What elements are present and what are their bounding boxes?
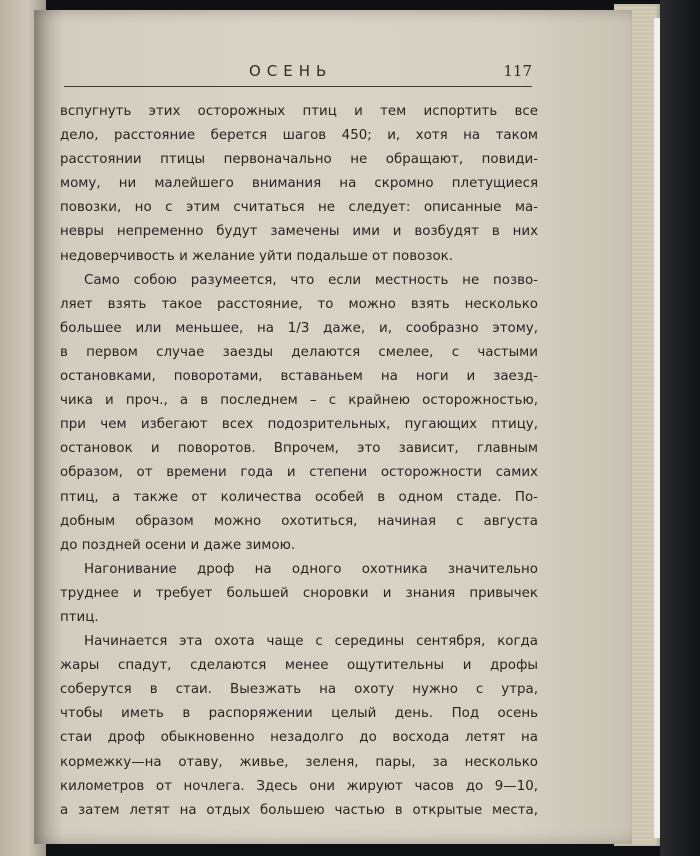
text-line: ляет взять такое расстояние, то можно взять несколько xyxy=(60,296,538,312)
text-line: жары спадут, сделаются менее ощутительны и дрофы xyxy=(60,658,538,674)
text-line: большее или меньшее, на 1/3 даже, и, сообразно этому, xyxy=(60,320,538,336)
text-line: соберутся в стаи. Выезжать на охоту нужно с утра, xyxy=(60,682,538,698)
page-number: 117 xyxy=(503,62,532,80)
text-line: Нагонивание дроф на одного охотника значительно xyxy=(84,561,538,577)
text-line: труднее и требует большей сноровки и знания привычек xyxy=(60,585,538,601)
text-line: до поздней осени и даже зимою. xyxy=(60,537,296,553)
running-title: ОСЕНЬ xyxy=(249,62,333,80)
text-line: в первом случае заезды делаются смелее, с частыми xyxy=(60,344,538,360)
text-line: расстоянии птицы первоначально не обращают, повиди- xyxy=(60,152,538,168)
page-header xyxy=(64,62,532,87)
text-line: недоверчивость и желание уйти подальше от повозок. xyxy=(60,248,453,264)
text-line: добным образом можно охотиться, начиная с августа xyxy=(60,513,538,529)
text-line: птиц. xyxy=(60,609,99,625)
text-line: при чем избегают всех подозрительных, пугающих птицу, xyxy=(60,417,538,433)
text-line: чика и проч., а в последнем – с крайнею осторожностью, xyxy=(60,393,538,409)
body-text xyxy=(60,100,538,823)
text-line: Само собою разумеется, что если местность не позво- xyxy=(84,272,538,288)
text-line: чтобы иметь в распоряжении целый день. Под осень xyxy=(60,706,538,722)
text-line: остановками, поворотами, вставаньем на ноги и заезд- xyxy=(60,369,538,385)
text-line: птиц, а также от количества особей в одном стаде. По- xyxy=(60,489,538,505)
text-line: невры непременно будут замечены ими и возбудят в них xyxy=(60,224,538,240)
text-line: повозки, но с этим считаться не следует: описанные ма- xyxy=(60,200,538,216)
text-line: образом, от времени года и степени осторожности самих xyxy=(60,465,538,481)
text-line: стаи дроф обыкновенно незадолго до восхода летят на xyxy=(60,730,538,746)
text-line: остановок и поворотов. Впрочем, это зависит, главным xyxy=(60,441,538,457)
book-cover-edge xyxy=(660,0,700,856)
text-line: Начинается эта охота чаще с середины сентября, когда xyxy=(84,634,538,650)
text-line: а затем летят на отдых большею частью в открытые места, xyxy=(60,802,538,818)
text-line: кормежку—на отаву, живье, зеленя, пары, за несколько xyxy=(60,754,538,770)
text-line: вспугнуть этих осторожных птиц и тем испортить все xyxy=(60,104,538,119)
text-line: мому, ни малейшего внимания на скромно плетущиеся xyxy=(60,176,538,192)
text-line: дело, расстояние берется шагов 450; и, хотя на таком xyxy=(60,128,538,144)
text-line: километров от ночлега. Здесь они жируют часов до 9—10, xyxy=(60,778,538,794)
